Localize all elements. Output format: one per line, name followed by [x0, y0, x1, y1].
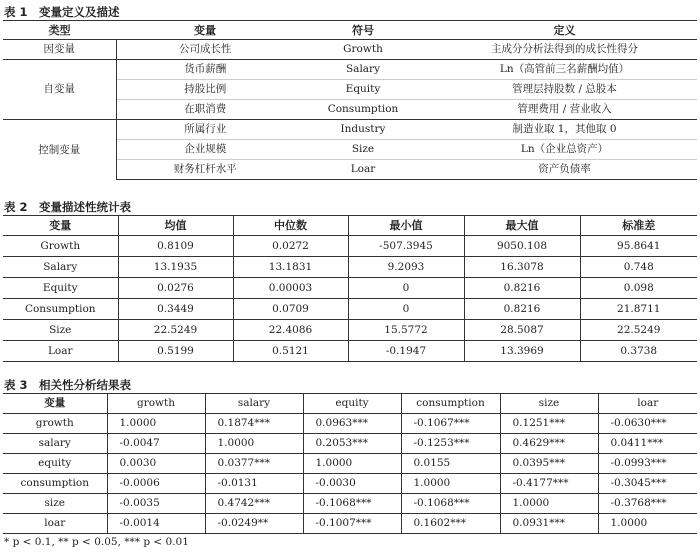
table-header-row: [3, 216, 697, 236]
group-control: 控制变量: [3, 120, 116, 180]
table-row: [3, 514, 697, 534]
variable-symbol: Salary: [294, 60, 432, 80]
variable-name: 公司成长性: [116, 40, 294, 60]
table-cell: 1.0000: [500, 494, 598, 514]
table-cell: -0.0047: [107, 434, 205, 454]
row-label: salary: [3, 434, 107, 454]
table-cell: 28.5087: [464, 320, 580, 341]
variable-definition: 管理层持股数 / 总股本: [432, 80, 697, 100]
table-cell: 0.1874***: [205, 414, 303, 434]
table-cell: -0.0006: [107, 474, 205, 494]
table-row: [3, 494, 697, 514]
row-label: equity: [3, 454, 107, 474]
table-cell: -0.1947: [348, 341, 464, 362]
table-cell: -507.3945: [348, 236, 464, 257]
table-cell: -0.0030: [303, 474, 401, 494]
variable-definition: 资产负债率: [432, 160, 697, 180]
column-header: loar: [598, 394, 697, 414]
table-row: [3, 257, 697, 278]
table-cell: 95.8641: [580, 236, 697, 257]
table-cell: 0.5121: [233, 341, 348, 362]
table-cell: 0.0030: [107, 454, 205, 474]
table-cell: 13.1935: [118, 257, 233, 278]
table2-caption: 表 2 变量描述性统计表: [4, 200, 132, 214]
table-cell: 1.0000: [205, 434, 303, 454]
column-header: 均值: [118, 216, 233, 236]
table-row: [3, 299, 697, 320]
descriptive-statistics-table: [3, 215, 697, 362]
table-cell: 0.0395***: [500, 454, 598, 474]
table-cell: 0.8109: [118, 236, 233, 257]
variable-symbol: Loar: [294, 160, 432, 180]
variable-definition: 管理费用 / 营业收入: [432, 100, 697, 120]
table-cell: 0.8216: [464, 299, 580, 320]
variable-name: 在职消费: [116, 100, 294, 120]
row-label: Size: [3, 320, 118, 341]
table-cell: 0.748: [580, 257, 697, 278]
table-row: [3, 236, 697, 257]
group-dependent: 因变量: [3, 40, 116, 60]
table-cell: 0.4742***: [205, 494, 303, 514]
table-cell: -0.0014: [107, 514, 205, 534]
table-row: [3, 60, 697, 80]
table-row: [3, 414, 697, 434]
row-label: consumption: [3, 474, 107, 494]
table-cell: 15.5772: [348, 320, 464, 341]
column-header: consumption: [401, 394, 500, 414]
variable-definition: 制造业取 1，其他取 0: [432, 120, 697, 140]
variable-symbol: Growth: [294, 40, 432, 60]
table-cell: 0.0411***: [598, 434, 697, 454]
row-label: Salary: [3, 257, 118, 278]
table-cell: 21.8711: [580, 299, 697, 320]
table-cell: -0.4177***: [500, 474, 598, 494]
column-header: equity: [303, 394, 401, 414]
table-row: [3, 474, 697, 494]
table-cell: 0.0155: [401, 454, 500, 474]
table-cell: 0.0276: [118, 278, 233, 299]
table-row: [3, 320, 697, 341]
variable-symbol: Industry: [294, 120, 432, 140]
variable-definition: Ln（企业总资产）: [432, 140, 697, 160]
row-label: size: [3, 494, 107, 514]
row-label: Loar: [3, 341, 118, 362]
table-cell: 22.5249: [580, 320, 697, 341]
table-cell: -0.0035: [107, 494, 205, 514]
table-cell: -0.3768***: [598, 494, 697, 514]
table-row: [3, 40, 697, 60]
table1-caption: 表 1 变量定义及描述: [4, 5, 120, 19]
column-header: 最小值: [348, 216, 464, 236]
table-cell: 0.098: [580, 278, 697, 299]
column-header: size: [500, 394, 598, 414]
table-row: [3, 120, 697, 140]
table-cell: -0.1253***: [401, 434, 500, 454]
table-cell: -0.0131: [205, 474, 303, 494]
table-row: [3, 278, 697, 299]
table-header-row: [3, 21, 697, 40]
column-header: 中位数: [233, 216, 348, 236]
header-variable: 变量: [116, 21, 294, 40]
table-cell: 0.0963***: [303, 414, 401, 434]
group-independent: 自变量: [3, 60, 116, 120]
table-cell: 22.4086: [233, 320, 348, 341]
table3-caption: 表 3 相关性分析结果表: [4, 378, 132, 392]
table-cell: 0.2053***: [303, 434, 401, 454]
table-cell: 0.1251***: [500, 414, 598, 434]
table-cell: 13.1831: [233, 257, 348, 278]
table-cell: 1.0000: [598, 514, 697, 534]
variable-name: 企业规模: [116, 140, 294, 160]
variable-name: 所属行业: [116, 120, 294, 140]
table-cell: 0.0709: [233, 299, 348, 320]
table-cell: 0.8216: [464, 278, 580, 299]
variable-name: 货币薪酬: [116, 60, 294, 80]
table-cell: 0.0272: [233, 236, 348, 257]
column-header: 标准差: [580, 216, 697, 236]
table-cell: -0.0249**: [205, 514, 303, 534]
column-header: growth: [107, 394, 205, 414]
header-variable: 变量: [3, 394, 107, 414]
table-cell: 0.0931***: [500, 514, 598, 534]
table-cell: -0.1068***: [401, 494, 500, 514]
table-cell: -0.1068***: [303, 494, 401, 514]
table-header-row: [3, 394, 697, 414]
table-cell: -0.1067***: [401, 414, 500, 434]
variable-definition: 主成分分析法得到的成长性得分: [432, 40, 697, 60]
table-cell: 16.3078: [464, 257, 580, 278]
variable-symbol: Equity: [294, 80, 432, 100]
table-cell: 1.0000: [107, 414, 205, 434]
significance-note: * p < 0.1, ** p < 0.05, *** p < 0.01: [4, 536, 189, 548]
table-cell: -0.1007***: [303, 514, 401, 534]
table-cell: 9.2093: [348, 257, 464, 278]
row-label: Growth: [3, 236, 118, 257]
table-row: [3, 454, 697, 474]
table-cell: 0: [348, 278, 464, 299]
table-cell: 0.1602***: [401, 514, 500, 534]
variable-definition: Ln（高管前三名薪酬均值）: [432, 60, 697, 80]
header-type: 类型: [3, 21, 116, 40]
table-cell: 22.5249: [118, 320, 233, 341]
table-cell: 0.4629***: [500, 434, 598, 454]
table-cell: 1.0000: [303, 454, 401, 474]
table-cell: 9050.108: [464, 236, 580, 257]
table-cell: 0.00003: [233, 278, 348, 299]
variable-name: 持股比例: [116, 80, 294, 100]
correlation-table: [3, 393, 697, 534]
row-label: Equity: [3, 278, 118, 299]
table-cell: 0.3449: [118, 299, 233, 320]
column-header: salary: [205, 394, 303, 414]
variable-symbol: Size: [294, 140, 432, 160]
table-cell: 0.5199: [118, 341, 233, 362]
header-variable: 变量: [3, 216, 118, 236]
row-label: growth: [3, 414, 107, 434]
table-cell: -0.0630***: [598, 414, 697, 434]
table-cell: 0.0377***: [205, 454, 303, 474]
row-label: loar: [3, 514, 107, 534]
table-cell: 13.3969: [464, 341, 580, 362]
table-row: [3, 434, 697, 454]
table-cell: -0.0993***: [598, 454, 697, 474]
variable-definition-table: [3, 20, 697, 180]
variable-symbol: Consumption: [294, 100, 432, 120]
column-header: 最大值: [464, 216, 580, 236]
table-cell: 0: [348, 299, 464, 320]
header-definition: 定义: [432, 21, 697, 40]
table-cell: -0.3045***: [598, 474, 697, 494]
variable-name: 财务杠杆水平: [116, 160, 294, 180]
header-symbol: 符号: [294, 21, 432, 40]
table-cell: 0.3738: [580, 341, 697, 362]
table-row: [3, 341, 697, 362]
table-cell: 1.0000: [401, 474, 500, 494]
row-label: Consumption: [3, 299, 118, 320]
